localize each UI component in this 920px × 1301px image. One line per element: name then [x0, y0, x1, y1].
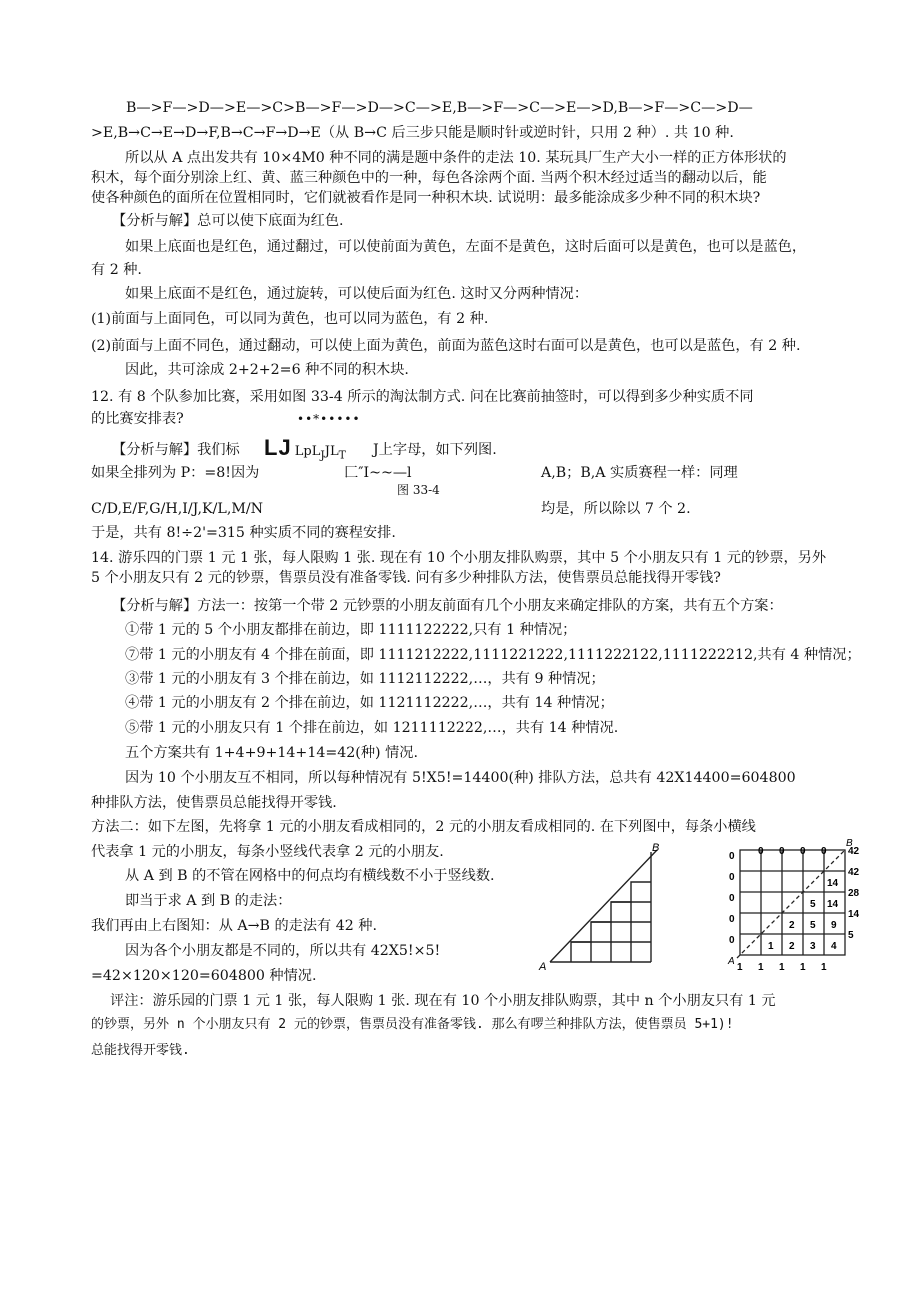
text-line-6: 【分析与解】总可以使下底面为红色.: [112, 213, 344, 229]
text-line-19: 14. 游乐四的门票 1 元 1 张，每人限购 1 张. 现在有 10 个小朋友排队购票，其中 5 个小朋友只有 1 元的钞票，另外: [91, 550, 827, 566]
text-line-11: (2)前面与上面不同色，通过翻动，可以使上面为黄色，前面为蓝色这时右面可以是黄色，也可以是蓝色，有 2 种.: [91, 338, 801, 354]
grid-right-4: 5: [848, 930, 854, 941]
text-line-9: 如果上底面不是红色，通过旋转，可以使后面为红色. 这时又分两种情况：: [125, 286, 589, 302]
bracket-dots: ••*•••••: [297, 412, 361, 426]
text-line-18: 于是，共有 8!÷2'=315 种实质不同的赛程安排.: [91, 525, 396, 541]
text-line-5: 使各种颜色的面所在位置相同时，它们就被看作是同一种积木块. 试说明：最多能涂成多少种不同的积木块?: [91, 190, 761, 206]
text-line-16-glyph: 匚″I~~—l: [344, 465, 412, 481]
text-line-32: 从 A 到 B 的不管在网格中的何点均有横线数不小于竖线数.: [125, 868, 495, 884]
numbered-grid-labels: [727, 838, 860, 973]
text-line-20: 5 个小朋友只有 2 元的钞票，售票员没有准备零钱. 问有多少种排队方法，使售票员总能找得开零钱?: [91, 570, 721, 586]
grid-inner-r4-2: 9: [831, 920, 837, 931]
text-line-27: 五个方案共有 1+4+9+14+14=42(种) 情况.: [125, 745, 418, 761]
text-line-37: 评注：游乐园的门票 1 元 1 张，每人限购 1 张. 现在有 10 个小朋友排队购票，其中 n 个小朋友只有 1 元: [110, 993, 776, 1009]
text-line-38: 的钞票，另外 n 个小朋友只有 2 元的钞票，售票员没有准备零钱. 那么有啰兰种排队方法，使售票员 5+1)!: [91, 1017, 734, 1032]
text-line-17-right: 均是，所以除以 7 个 2.: [541, 501, 691, 517]
grid-inner-r5-3: 4: [831, 941, 837, 952]
text-line-1: B—>F—>D—>E—>C>B—>F—>D—>C—>E,B—>F—>C—>E—>D,B—>F—>C—>D—: [126, 100, 753, 116]
grid-right-2: 28: [848, 888, 860, 899]
grid-bottom-1: 1: [758, 962, 764, 973]
grid-left-1: 0: [729, 872, 735, 883]
grid-inner-r4-0: 2: [789, 920, 795, 931]
text-line-12: 因此，共可涂成 2+2+2=6 种不同的积木块.: [125, 362, 409, 378]
text-line-15-end: J上字母，如下列图.: [373, 442, 497, 458]
text-line-30: 方法二：如下左图，先将拿 1 元的小朋友看成相同的，2 元的小朋友看成相同的. 在下列图中，每条小横线: [91, 819, 756, 835]
grid-right-1: 42: [848, 867, 860, 878]
text-line-26: ⑤带 1 元的小朋友只有 1 个排在前边，如 1211112222,…，共有 14 种情况.: [125, 720, 619, 736]
grid-inner-r4-1: 5: [810, 920, 816, 931]
text-line-4: 积木，每个面分别涂上红、黄、蓝三种颜色中的一种，每色各涂两个面. 当两个积木经过适当的翻动以后，能: [91, 170, 767, 186]
grid-label-b: B: [846, 838, 853, 849]
grid-right-3: 14: [848, 909, 860, 920]
text-line-7: 如果上底面也是红色，通过翻过，可以使前面为黄色，左面不是黄色，这时后面可以是黄色，也可以是蓝色，: [125, 239, 807, 255]
text-line-8: 有 2 种.: [91, 262, 142, 278]
bracket-glyph-tail: $LpL_JJL_T$: [294, 444, 346, 462]
grid-top-0: 0: [758, 846, 764, 857]
grid-left-2: 0: [729, 893, 735, 904]
text-line-2: >E,B→C→E→D→F,B→C→F→D→E（从 B→C 后三步只能是顺时针或逆时针，只用 2 种）. 共 10 种.: [91, 125, 734, 141]
bracket-glyph-l: L: [264, 435, 277, 460]
grid-left-0: 0: [729, 851, 735, 862]
grid-bottom-4: 1: [821, 962, 827, 973]
text-line-21: 【分析与解】方法一：按第一个带 2 元钞票的小朋友前面有几个小朋友来确定排队的方案，共有五个方案：: [112, 598, 783, 614]
grid-inner-r3-1: 14: [827, 899, 839, 910]
figure-caption-33-4: 图 33-4: [397, 483, 440, 497]
text-line-25: ④带 1 元的小朋友有 2 个排在前边，如 1121112222,…，共有 14 种情况；: [125, 695, 614, 711]
text-line-34: 我们再由上右图知：从 A→B 的走法有 42 种.: [91, 918, 377, 934]
staircase-label-b: B: [652, 842, 660, 854]
numbered-grid-figure: [725, 836, 865, 976]
staircase-grid-lines: [550, 850, 657, 962]
text-line-15: 【分析与解】我们标: [112, 442, 240, 458]
grid-bottom-0: 1: [737, 962, 743, 973]
bracket-glyph-j: J: [278, 435, 290, 460]
staircase-label-a: A: [539, 961, 547, 973]
text-line-14: 的比赛安排表?: [91, 411, 184, 427]
grid-right-0: 42: [848, 846, 860, 857]
text-line-29: 种排队方法，使售票员总能找得开零钱.: [91, 795, 337, 811]
grid-inner-r3-0: 5: [810, 899, 816, 910]
text-line-35: 因为各个小朋友都是不同的，所以共有 42X5!×5!: [125, 943, 441, 959]
grid-inner-r5-2: 3: [810, 941, 816, 952]
grid-inner-r5-0: 1: [768, 941, 774, 952]
text-line-23: ⑦带 1 元的小朋友有 4 个排在前面，即 1111212222,1111221222,1111222122,1111222212,共有 4 种情况；: [125, 647, 861, 663]
grid-top-1: 0: [779, 846, 785, 857]
text-line-31: 代表拿 1 元的小朋友，每条小竖线代表拿 2 元的小朋友.: [91, 844, 444, 860]
bracket-glyphs: [264, 435, 346, 461]
grid-top-3: 0: [821, 846, 827, 857]
grid-top-2: 0: [800, 846, 806, 857]
grid-inner-14: 14: [827, 878, 839, 889]
text-line-13: 12. 有 8 个队参加比赛，采用如图 33-4 所示的淘汰制方式. 问在比赛前抽签时，可以得到多少种实质不同: [91, 389, 754, 405]
text-line-16-right: A,B；B,A 实质赛程一样：同理: [541, 465, 738, 481]
grid-label-a: A: [728, 956, 735, 967]
staircase-grid-figure: [535, 838, 675, 973]
grid-inner-r5-1: 2: [789, 941, 795, 952]
grid-bottom-3: 1: [800, 962, 806, 973]
grid-left-3: 0: [729, 914, 735, 925]
text-line-39: 总能找得开零钱.: [91, 1043, 190, 1058]
text-line-17: C/D,E/F,G/H,I/J,K/L,M/N: [91, 501, 264, 517]
text-line-16: 如果全排列为 P：=8!因为: [91, 465, 260, 481]
text-line-10: (1)前面与上面同色，可以同为黄色，也可以同为蓝色，有 2 种.: [91, 311, 489, 327]
text-line-28: 因为 10 个小朋友互不相同，所以每种情况有 5!X5!=14400(种) 排队方法，总共有 42X14400=604800: [125, 770, 796, 786]
text-line-24: ③带 1 元的小朋友有 3 个排在前边，如 1112112222,…，共有 9 种情况；: [125, 671, 605, 687]
grid-bottom-2: 1: [779, 962, 785, 973]
text-line-36: =42×120×120=604800 种情况.: [91, 968, 317, 984]
text-line-22: ①带 1 元的 5 个小朋友都排在前边，即 1111122222,只有 1 种情况；: [125, 622, 577, 638]
text-line-3: 所以从 A 点出发共有 10×4M0 种不同的满是题中条件的走法 10. 某玩具厂生产大小一样的正方体形状的: [125, 150, 787, 166]
grid-left-4: 0: [729, 935, 735, 946]
text-line-33: 即当于求 A 到 B 的走法：: [125, 893, 292, 909]
